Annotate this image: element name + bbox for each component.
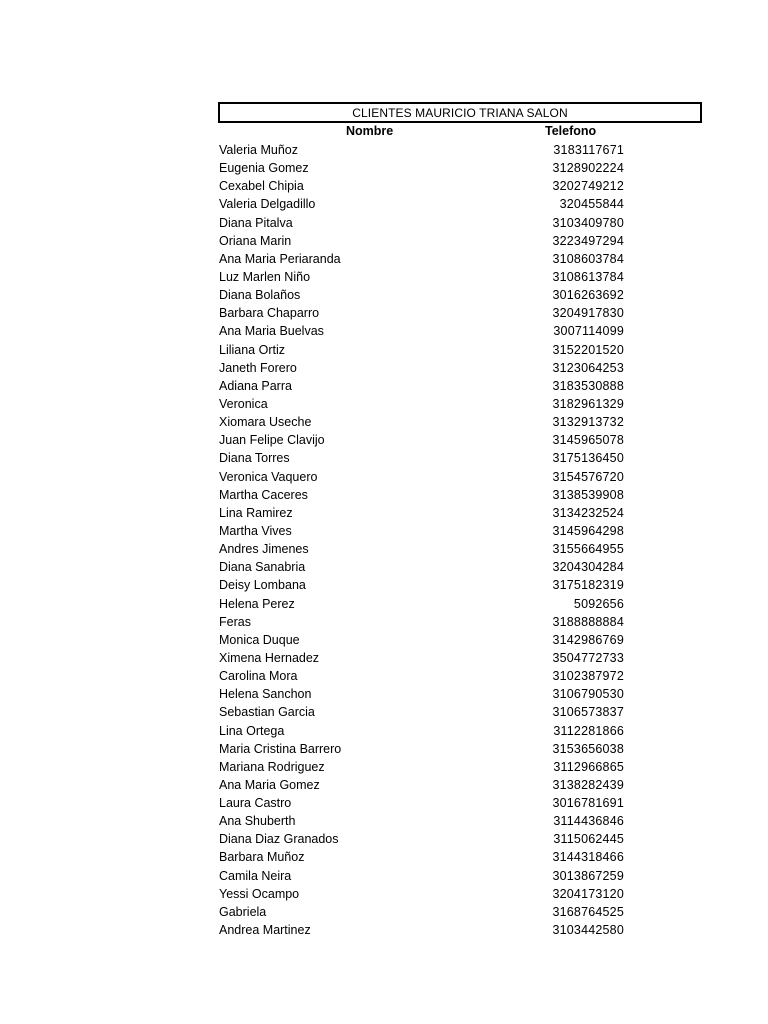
client-phone: 3145965078	[552, 433, 624, 448]
client-phone: 3016781691	[552, 796, 624, 811]
client-row	[218, 304, 702, 322]
client-name: Helena Sanchon	[219, 687, 312, 702]
client-phone: 3144318466	[552, 850, 624, 865]
client-row	[218, 214, 702, 232]
client-row	[218, 703, 702, 721]
client-name: Andrea Martinez	[219, 923, 311, 938]
client-phone: 3128902224	[552, 161, 624, 176]
client-name: Gabriela	[219, 904, 267, 919]
client-phone: 5092656	[573, 596, 624, 611]
client-name: Laura Castro	[219, 796, 292, 811]
client-name: Ana Maria Gomez	[219, 777, 320, 792]
client-phone: 3204173120	[552, 886, 624, 901]
client-name: Xiomara Useche	[219, 415, 312, 430]
client-name: Carolina Mora	[219, 669, 298, 684]
client-row	[218, 685, 702, 703]
client-row	[218, 576, 702, 594]
column-header-row	[218, 123, 702, 141]
client-row	[218, 359, 702, 377]
client-row	[218, 286, 702, 304]
client-row	[218, 812, 702, 830]
client-name: Adiana Parra	[219, 378, 292, 393]
client-row	[218, 740, 702, 758]
client-name: Valeria Muñoz	[219, 143, 298, 157]
client-phone: 3142986769	[552, 632, 624, 647]
client-row	[218, 377, 702, 395]
client-name: Lina Ortega	[219, 723, 285, 738]
client-list	[218, 141, 702, 939]
client-name: Eugenia Gomez	[219, 161, 309, 176]
client-phone: 3183117671	[553, 143, 624, 157]
client-phone: 3134232524	[552, 505, 624, 520]
sheet-title: CLIENTES MAURICIO TRIANA SALON	[218, 102, 702, 123]
client-phone: 3115062445	[553, 832, 624, 847]
client-row	[218, 395, 702, 413]
client-phone: 3112281866	[553, 723, 624, 738]
client-phone: 3132913732	[552, 415, 624, 430]
client-phone: 3007114099	[553, 324, 624, 339]
client-name: Cexabel Chipia	[219, 179, 304, 194]
client-row	[218, 722, 702, 740]
client-name: Diana Sanabria	[219, 560, 306, 575]
client-name: Diana Pitalva	[219, 215, 293, 230]
client-name: Deisy Lombana	[219, 578, 306, 593]
client-name: Camila Neira	[219, 868, 292, 883]
client-phone: 3106573837	[552, 705, 624, 720]
client-phone: 3123064253	[552, 360, 624, 375]
client-phone: 3108613784	[552, 269, 624, 284]
client-phone: 3223497294	[552, 233, 624, 248]
client-name: Andres Jimenes	[219, 542, 309, 557]
client-name: Janeth Forero	[219, 360, 297, 375]
client-row	[218, 667, 702, 685]
client-name: Feras	[219, 614, 251, 629]
client-row	[218, 250, 702, 268]
client-name: Veronica Vaquero	[219, 469, 318, 484]
client-phone: 3204917830	[552, 306, 624, 321]
client-phone: 320455844	[559, 197, 624, 212]
client-name: Martha Caceres	[219, 487, 308, 502]
client-name: Ana Maria Buelvas	[219, 324, 324, 339]
client-name: Monica Duque	[219, 632, 300, 647]
client-name: Veronica	[219, 396, 268, 411]
client-row	[218, 848, 702, 866]
client-phone: 3175136450	[552, 451, 624, 466]
client-name: Sebastian Garcia	[219, 705, 315, 720]
client-row	[218, 558, 702, 576]
client-row	[218, 177, 702, 195]
client-name: Valeria Delgadillo	[219, 197, 316, 212]
client-phone: 3108603784	[552, 251, 624, 266]
client-name: Liliana Ortiz	[219, 342, 285, 357]
client-name: Diana Diaz Granados	[219, 832, 339, 847]
client-name: Barbara Chaparro	[219, 306, 320, 321]
client-phone: 3102387972	[552, 669, 624, 684]
client-row	[218, 413, 702, 431]
client-row	[218, 540, 702, 558]
client-name: Diana Torres	[219, 451, 290, 466]
client-phone: 3175182319	[552, 578, 624, 593]
client-name: Juan Felipe Clavijo	[219, 433, 325, 448]
client-phone: 3155664955	[552, 542, 624, 557]
client-name: Luz Marlen Niño	[219, 269, 311, 284]
client-row	[218, 449, 702, 467]
column-header-name: Nombre	[346, 124, 394, 138]
client-name: Barbara Muñoz	[219, 850, 305, 865]
client-row	[218, 758, 702, 776]
client-name: Diana Bolaños	[219, 288, 301, 303]
client-phone: 3202749212	[552, 179, 624, 194]
client-phone: 3154576720	[552, 469, 624, 484]
client-row	[218, 322, 702, 340]
client-row	[218, 468, 702, 486]
client-row	[218, 268, 702, 286]
client-name: Maria Cristina Barrero	[219, 741, 342, 756]
client-row	[218, 885, 702, 903]
client-row	[218, 794, 702, 812]
client-name: Ximena Hernadez	[219, 650, 320, 665]
client-phone: 3204304284	[552, 560, 624, 575]
client-name: Yessi Ocampo	[219, 886, 300, 901]
client-name: Oriana Marin	[219, 233, 292, 248]
client-row	[218, 903, 702, 921]
client-phone: 3145964298	[552, 523, 624, 538]
client-phone: 3138539908	[552, 487, 624, 502]
client-row	[218, 595, 702, 613]
client-row	[218, 504, 702, 522]
client-phone: 3188888884	[552, 614, 624, 629]
client-row	[218, 631, 702, 649]
client-phone: 3106790530	[552, 687, 624, 702]
client-sheet	[218, 102, 702, 939]
client-row	[218, 649, 702, 667]
client-name: Martha Vives	[219, 523, 292, 538]
client-row	[218, 830, 702, 848]
client-row	[218, 867, 702, 885]
client-phone: 3013867259	[552, 868, 624, 883]
client-row	[218, 141, 702, 159]
client-name: Lina Ramirez	[219, 505, 293, 520]
column-header-phone: Telefono	[545, 124, 597, 138]
client-row	[218, 776, 702, 794]
client-phone: 3168764525	[552, 904, 624, 919]
client-phone: 3138282439	[552, 777, 624, 792]
client-phone: 3112966865	[553, 759, 624, 774]
client-phone: 3114436846	[553, 814, 624, 829]
client-row	[218, 613, 702, 631]
client-phone: 3183530888	[552, 378, 624, 393]
client-name: Ana Shuberth	[219, 814, 296, 829]
client-phone: 3103442580	[552, 923, 624, 938]
client-name: Helena Perez	[219, 596, 295, 611]
client-row	[218, 486, 702, 504]
client-phone: 3152201520	[552, 342, 624, 357]
client-row	[218, 195, 702, 213]
client-phone: 3504772733	[552, 650, 624, 665]
client-row	[218, 431, 702, 449]
client-phone: 3103409780	[552, 215, 624, 230]
client-name: Mariana Rodriguez	[219, 759, 325, 774]
client-phone: 3153656038	[552, 741, 624, 756]
client-row	[218, 232, 702, 250]
client-row	[218, 522, 702, 540]
client-row	[218, 159, 702, 177]
client-row	[218, 341, 702, 359]
client-phone: 3016263692	[552, 288, 624, 303]
client-phone: 3182961329	[552, 396, 624, 411]
client-row	[218, 921, 702, 939]
client-name: Ana Maria Periaranda	[219, 251, 341, 266]
